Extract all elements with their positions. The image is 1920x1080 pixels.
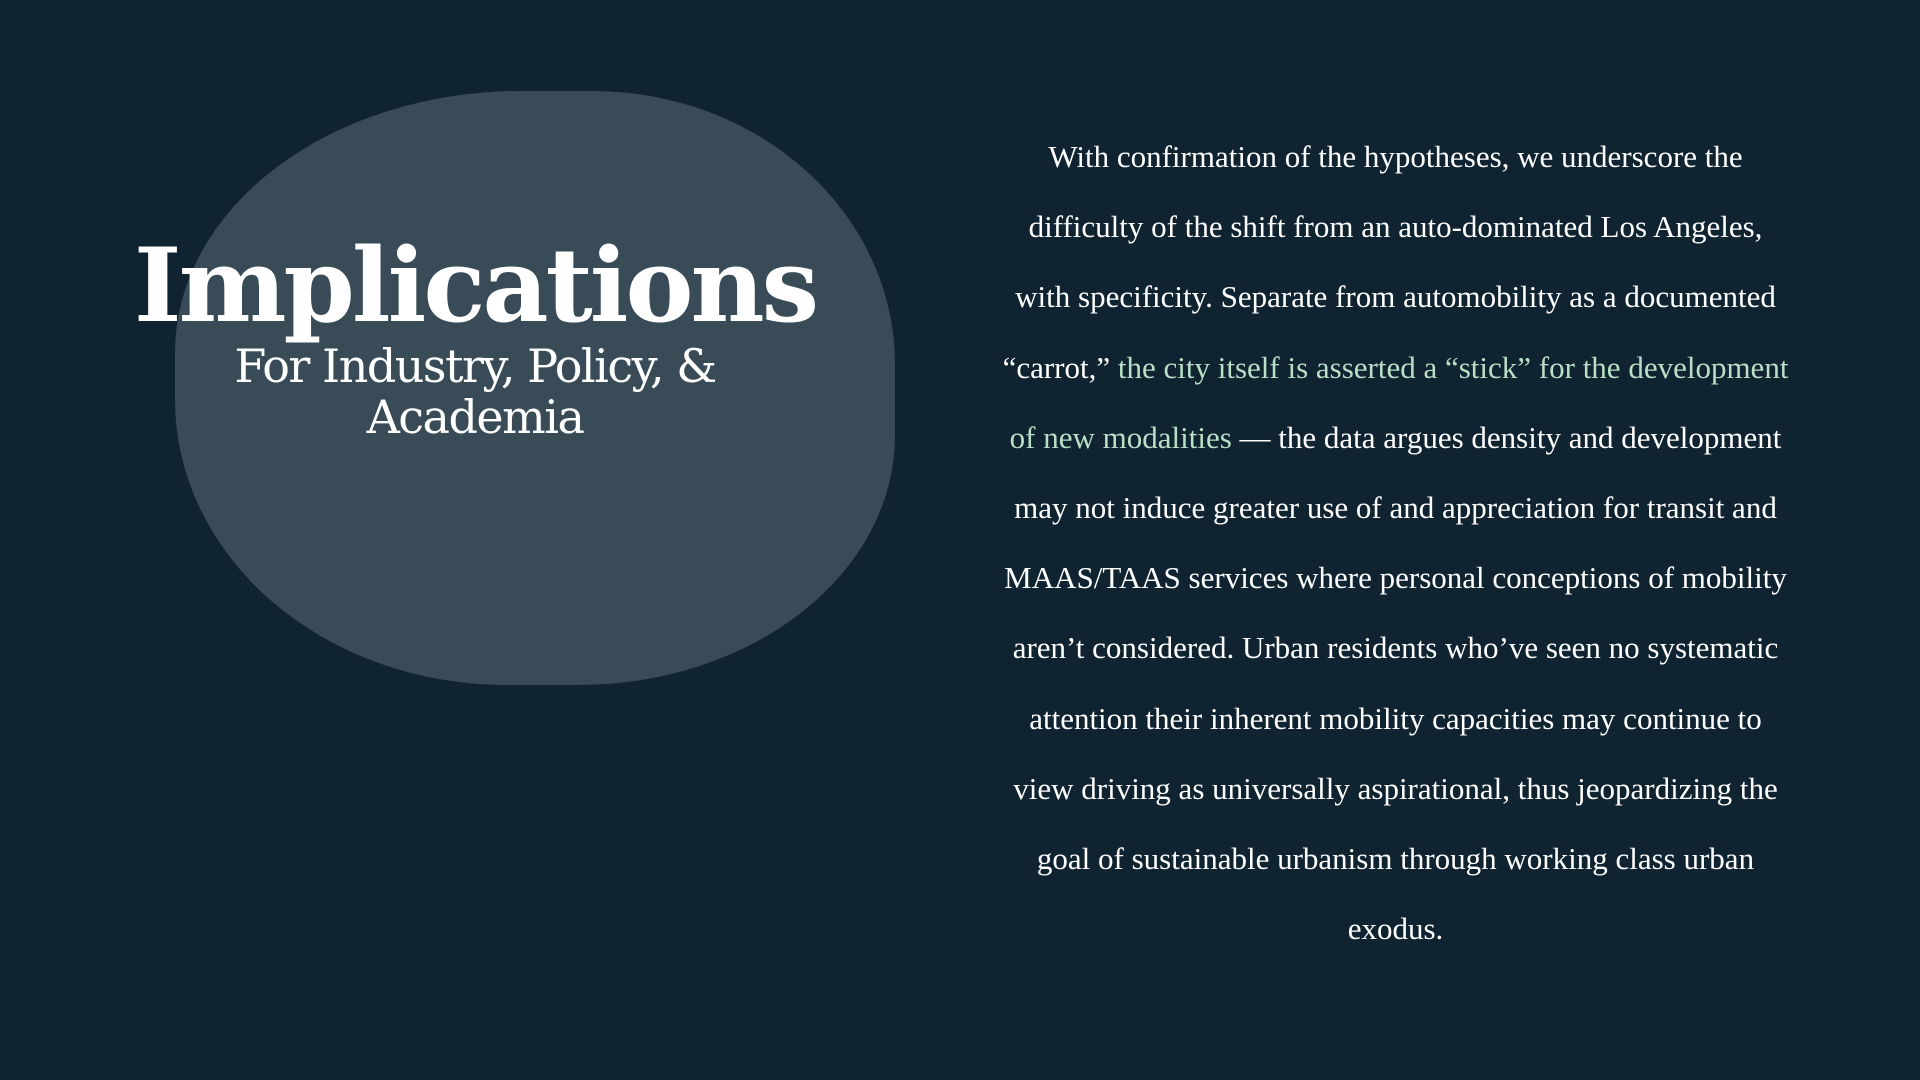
body-text-highlight: the city itself is asserted a “stick” for the development of new modalities [1009, 349, 1789, 455]
slide-subtitle: For Industry, Policy, & Academia [234, 339, 716, 444]
title-block [130, 226, 820, 444]
body-text-part-2: — the data argues density and development may not induce greater use of and appreciation for transit and MAAS/TAAS services where personal conceptions of mobility aren’t considered. Urban residents who’ve seen no systematic attention their inherent mobility capacities may continue to view driving as universally aspirational, thus jeopardizing the goal of sustainable urbanism through working class urban exodus. [1004, 419, 1787, 947]
body-text-part-1: With confirmation of the hypotheses, we underscore the difficulty of the shift from an auto-dominated Los Angeles, with specificity. Separate from automobility as a documented “carrot,” [1002, 139, 1776, 385]
slide-title: Implications [133, 226, 817, 346]
body-paragraph [998, 122, 1793, 964]
